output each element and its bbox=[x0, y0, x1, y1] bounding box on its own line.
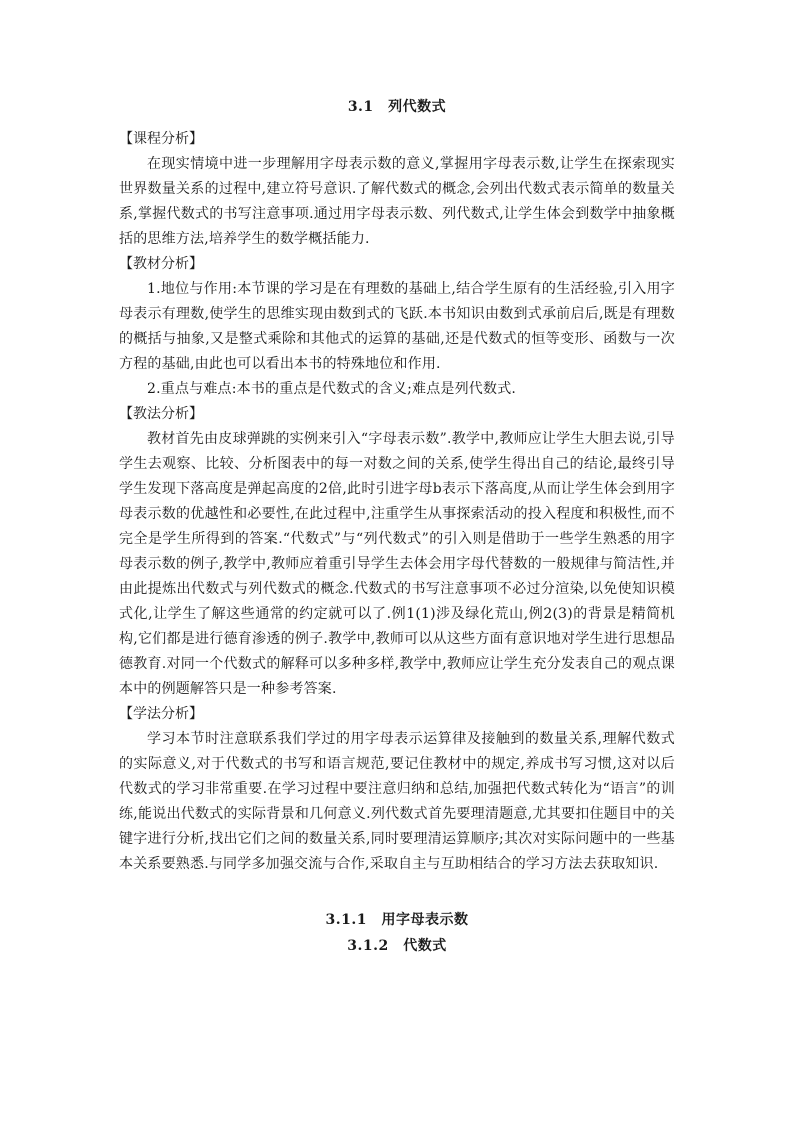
section-textbook-analysis bbox=[119, 252, 675, 402]
section-heading: 【学法分析】 bbox=[119, 706, 203, 722]
subsection-title: 3.1.2 代数式 bbox=[347, 938, 447, 954]
paragraph: 1.地位与作用:本节课的学习是在有理数的基础上,结合学生原有的生活经验,引入用字母表示有理数,使学生的思维实现由数到式的飞跃.本书知识由数到式承前启后,既是有理数的概括与抽象,又是整式乘除和其他式的运算的基础,还是代数式的恒等变形、函数与一次方程的基础,由此也可以看出本书的特殊地位和作用. bbox=[119, 281, 675, 372]
paragraph: 学习本节时注意联系我们学过的用字母表示运算律及接触到的数量关系,理解代数式的实际意义,对于代数式的书写和语言规范,要记住教材中的规定,养成书写习惯,这对以后代数式的学习非常重要.在学习过程中要注意归纳和总结,加强把代数式转化为“语言”的训练,能说出代数式的实际背景和几何意义.列代数式首先要理清题意,尤其要扣住题目中的关键字进行分析,找出它们之间的数量关系,同时要理清运算顺序;其次对实际问题中的一些基本关系要熟悉.与同学多加强交流与合作,采取自主与互助相结合的学习方法去获取知识. bbox=[119, 731, 675, 872]
section-spacer bbox=[119, 877, 675, 907]
subsection-title: 3.1.1 用字母表示数 bbox=[325, 912, 469, 928]
section-heading: 【课程分析】 bbox=[119, 131, 203, 147]
paragraph: 2.重点与难点:本书的重点是代数式的含义;难点是列代数式. bbox=[147, 381, 517, 397]
section-heading: 【教法分析】 bbox=[119, 406, 203, 422]
section-learning-method-analysis bbox=[119, 702, 675, 877]
section-heading: 【教材分析】 bbox=[119, 256, 203, 272]
section-teaching-method-analysis bbox=[119, 402, 675, 702]
page-title: 3.1 列代数式 bbox=[347, 99, 447, 115]
paragraph: 教材首先由皮球弹跳的实例来引入“字母表示数”.教学中,教师应让学生大胆去说,引导学生去观察、比较、分析图表中的每一对数之间的关系,使学生得出自己的结论,最终引导学生发现下落高度是弹起高度的2倍,此时引进字母b表示下落高度,从而让学生体会到用字母表示数的优越性和必要性,在此过程中,注重学生从事探索活动的投入程度和积极性,而不完全是学生所得到的答案.“代数式”与“列代数式”的引入则是借助于一些学生熟悉的用字母表示数的例子,教学中,教师应着重引导学生去体会用字母代替数的一般规律与简洁性,并由此提炼出代数式与列代数式的概念.代数式的书写注意事项不必过分渲染,以免使知识模式化,让学生了解这些通常的约定就可以了.例1(1)涉及绿化荒山,例2(3)的背景是精简机构,它们都是进行德育渗透的例子.教学中,教师可以从这些方面有意识地对学生进行思想品德教育.对同一个代数式的解释可以多种多样,教学中,教师应让学生充分发表自己的观点课本中的例题解答只是一种参考答案. bbox=[119, 431, 675, 697]
section-course-analysis bbox=[119, 127, 675, 252]
paragraph: 在现实情境中进一步理解用字母表示数的意义,掌握用字母表示数,让学生在探索现实世界数量关系的过程中,建立符号意识.了解代数式的概念,会列出代数式表示简单的数量关系,掌握代数式的书写注意事项.通过用字母表示数、列代数式,让学生体会到数学中抽象概括的思维方法,培养学生的数学概括能力. bbox=[119, 156, 675, 247]
document-body bbox=[119, 97, 675, 959]
